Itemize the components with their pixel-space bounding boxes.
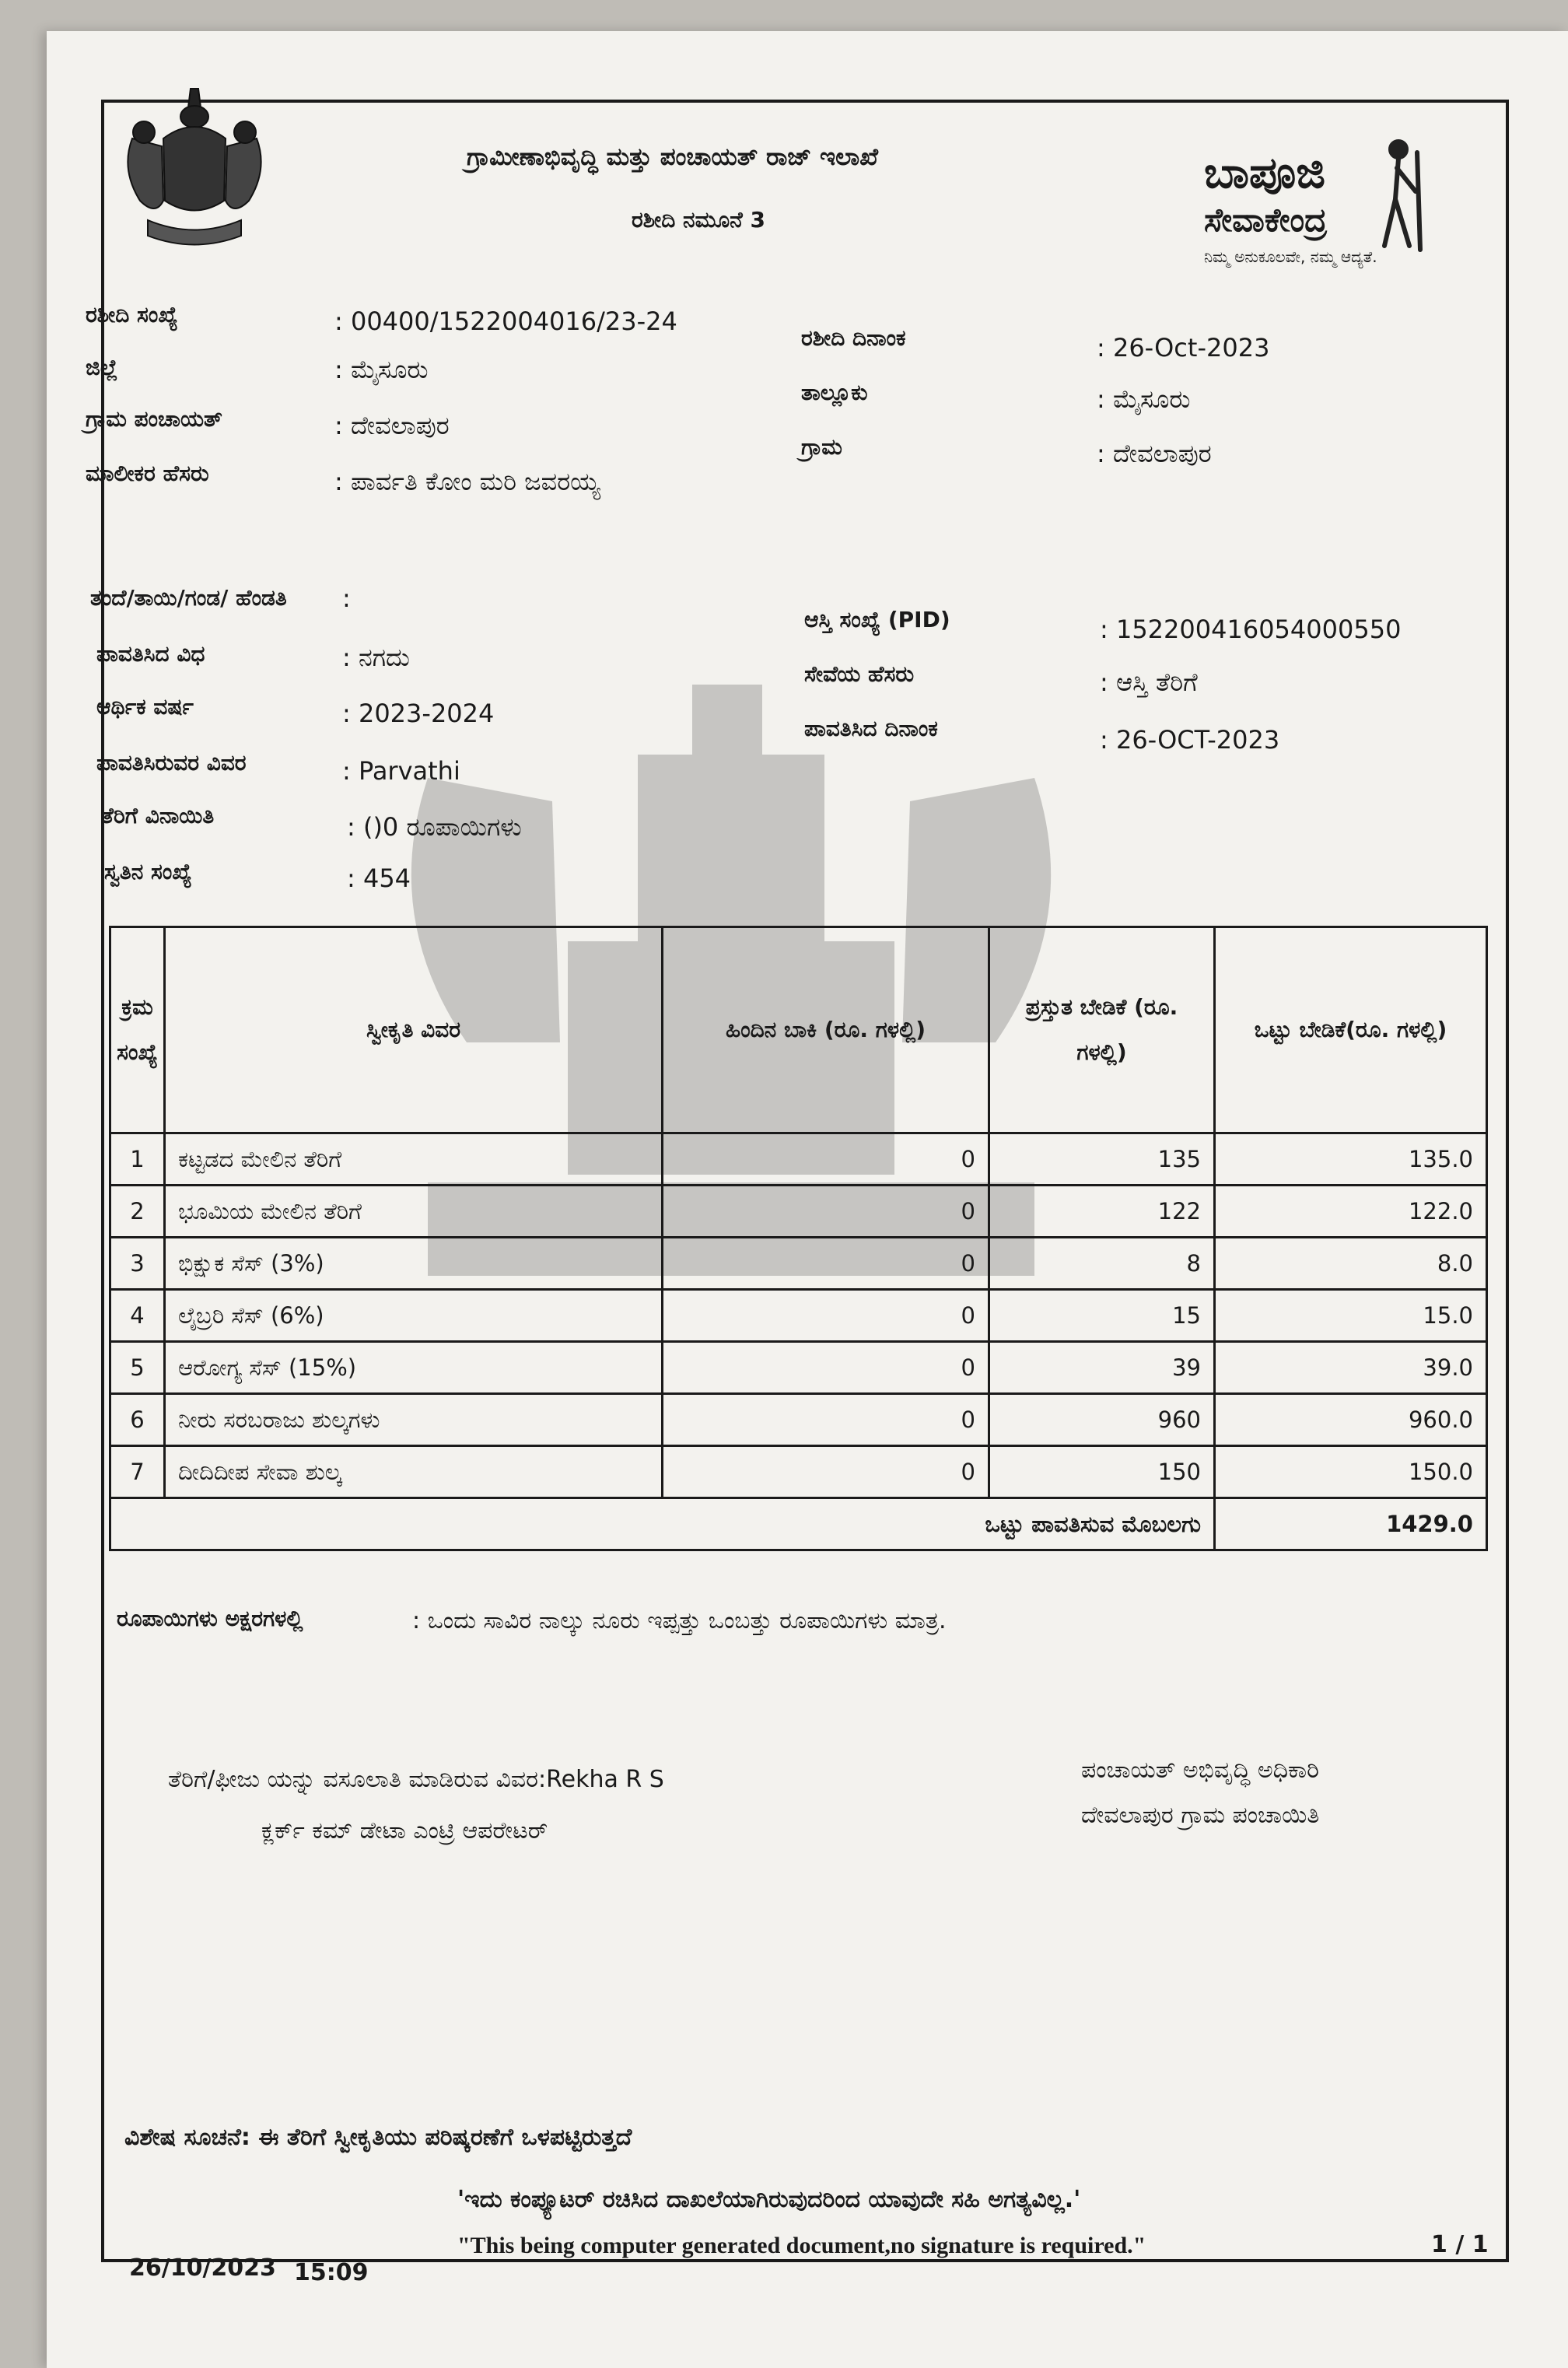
payer-details-value: : Parvathi (342, 756, 460, 786)
table-row (110, 1290, 1487, 1342)
row-prev: 0 (663, 1186, 989, 1238)
row-prev: 0 (663, 1446, 989, 1498)
village-label: ಗ್ರಾಮ (801, 434, 842, 460)
row-sno: 1 (110, 1133, 165, 1186)
row-prev: 0 (663, 1394, 989, 1446)
paid-date-label: ಪಾವತಿಸಿದ ದಿನಾಂಕ (804, 716, 938, 741)
financial-year-label: ಆರ್ಥಿಕ ವರ್ಷ (96, 694, 194, 720)
collector-details: ತೆರಿಗೆ/ಫೀಜು ಯನ್ನು ವಸೂಲಾತಿ ಮಾಡಿರುವ ವಿವರ:Rekha R S (168, 1766, 664, 1793)
row-curr: 122 (989, 1186, 1215, 1238)
financial-year-value: : 2023-2024 (342, 699, 495, 728)
logo-title: ಬಾಪೂಜಿ (1204, 148, 1325, 198)
row-desc: ಕಟ್ಟಡದ ಮೇಲಿನ ತೆರಿಗೆ (165, 1133, 663, 1186)
col-desc-header: ಸ್ವೀಕೃತಿ ವಿವರ (165, 927, 663, 1133)
owner-name-value: : ಪಾರ್ವತಿ ಕೋಂ ಮರಿ ಜವರಯ್ಯ (334, 467, 600, 496)
table-row (110, 1342, 1487, 1394)
computer-note-english: "This being computer generated document,no signature is required." (457, 2233, 1146, 2258)
district-label: ಜಿಲ್ಲೆ (86, 355, 118, 380)
payment-mode-label: ಪಾವತಿಸಿದ ವಿಧ (96, 641, 205, 667)
row-total: 122.0 (1215, 1186, 1487, 1238)
form-title: ರಶೀದಿ ನಮೂನೆ 3 (632, 207, 766, 233)
print-time: 15:09 (294, 2259, 369, 2286)
row-curr: 960 (989, 1394, 1215, 1446)
row-curr: 15 (989, 1290, 1215, 1342)
table-total-row (110, 1498, 1487, 1550)
row-total: 135.0 (1215, 1133, 1487, 1186)
village-value: : ದೇವಲಾಪುರ (1097, 439, 1212, 468)
row-total: 8.0 (1215, 1238, 1487, 1290)
page-number: 1 / 1 (1431, 2231, 1489, 2258)
amount-words-value: : ಒಂದು ಸಾವಿರ ನಾಲ್ಕು ನೂರು ಇಪ್ಪತ್ತು ಒಂಬತ್ತು ರೂಪಾಯಿಗಳು ಮಾತ್ರ. (412, 1607, 947, 1634)
receipt-date-value: : 26-Oct-2023 (1097, 333, 1270, 363)
computer-note-kannada: 'ಇದು ಕಂಪ್ಯೂಟರ್ ರಚಿಸಿದ ದಾಖಲೆಯಾಗಿರುವುದರಿಂದ ಯಾವುದೇ ಸಹಿ ಅಗತ್ಯವಿಲ್ಲ.' (457, 2186, 1081, 2213)
row-desc: ದೀದಿದೀಪ ಸೇವಾ ಶುಲ್ಕ (165, 1446, 663, 1498)
paid-date-value: : 26-OCT-2023 (1100, 725, 1280, 755)
row-total: 150.0 (1215, 1446, 1487, 1498)
special-note: ವಿಶೇಷ ಸೂಚನೆ: ಈ ತೆರಿಗೆ ಸ್ವೀಕೃತಿಯು ಪರಿಷ್ಕರಣೆಗೆ ಒಳಪಟ್ಟಿರುತ್ತದೆ (124, 2124, 632, 2151)
row-total: 39.0 (1215, 1342, 1487, 1394)
receipt-no-value: : 00400/1522004016/23-24 (334, 307, 677, 336)
row-sno: 6 (110, 1394, 165, 1446)
table-row (110, 1238, 1487, 1290)
property-no-value: : 454 (347, 863, 411, 893)
walking-figure-icon (1369, 137, 1431, 254)
row-desc: ಲೈಬ್ರರಿ ಸೆಸ್ (6%) (165, 1290, 663, 1342)
table-row (110, 1394, 1487, 1446)
row-total: 960.0 (1215, 1394, 1487, 1446)
row-sno: 4 (110, 1290, 165, 1342)
tax-exemption-value: : ()0 ರೂಪಾಯಿಗಳು (347, 812, 522, 842)
row-curr: 8 (989, 1238, 1215, 1290)
relation-label: ತಂದೆ/ತಾಯಿ/ಗಂಡ/ ಹೆಂಡತಿ (90, 585, 287, 611)
pid-label: ಆಸ್ತಿ ಸಂಖ್ಯೆ (PID) (804, 607, 950, 632)
tax-exemption-label: ತೆರಿಗೆ ವಿನಾಯಿತಿ (101, 803, 215, 828)
officer-panchayat: ದೇವಲಾಪುರ ಗ್ರಾಮ ಪಂಚಾಯಿತಿ (1081, 1802, 1320, 1829)
officer-designation: ಪಂಚಾಯತ್ ಅಭಿವೃದ್ಧಿ ಅಧಿಕಾರಿ (1081, 1757, 1319, 1784)
row-curr: 39 (989, 1342, 1215, 1394)
row-prev: 0 (663, 1290, 989, 1342)
total-value: 1429.0 (1215, 1498, 1487, 1550)
print-date: 26/10/2023 (129, 2254, 276, 2282)
col-curr-header: ಪ್ರಸ್ತುತ ಬೇಡಿಕೆ (ರೂ. ಗಳಲ್ಲಿ) (989, 927, 1215, 1133)
logo-tagline: ನಿಮ್ಮ ಅನುಕೂಲವೇ, ನಮ್ಮ ಆದ್ಯತೆ. (1204, 247, 1377, 266)
payer-details-label: ಪಾವತಿಸಿರುವರ ವಿವರ (96, 750, 247, 776)
amount-words-label: ರೂಪಾಯಿಗಳು ಅಕ್ಷರಗಳಲ್ಲಿ (117, 1606, 303, 1631)
logo-subtitle: ಸೇವಾಕೇಂದ್ರ (1204, 201, 1328, 239)
row-curr: 135 (989, 1133, 1215, 1186)
row-desc: ನೀರು ಸರಬರಾಜು ಶುಲ್ಕಗಳು (165, 1394, 663, 1446)
row-sno: 3 (110, 1238, 165, 1290)
state-emblem (117, 84, 272, 263)
col-prev-header: ಹಿಂದಿನ ಬಾಕಿ (ರೂ. ಗಳಲ್ಲಿ) (663, 927, 989, 1133)
row-sno: 2 (110, 1186, 165, 1238)
row-sno: 7 (110, 1446, 165, 1498)
collector-designation: ಕ್ಲರ್ಕ್ ಕಮ್ ಡೇಟಾ ಎಂಟ್ರಿ ಆಪರೇಟರ್ (261, 1817, 548, 1844)
col-sno-header: ಕ್ರಮ ಸಂಖ್ಯೆ (110, 927, 165, 1133)
payment-mode-value: : ನಗದು (342, 643, 410, 672)
owner-name-label: ಮಾಲೀಕರ ಹೆಸರು (86, 461, 209, 486)
property-no-label: ಸ್ವತಿನ ಸಂಖ್ಯೆ (104, 859, 192, 884)
table-header-row (110, 927, 1487, 1133)
receipt-date-label: ರಶೀದಿ ದಿನಾಂಕ (801, 325, 906, 351)
relation-value: : (342, 583, 351, 613)
pid-value: : 152200416054000550 (1100, 615, 1402, 644)
district-value: : ಮೈಸೂರು (334, 355, 429, 384)
row-total: 15.0 (1215, 1290, 1487, 1342)
row-desc: ಭಿಕ್ಷುಕ ಸೆಸ್ (3%) (165, 1238, 663, 1290)
service-name-label: ಸೇವೆಯ ಹೆಸರು (804, 661, 915, 687)
receipt-no-label: ರಶೀದಿ ಸಂಖ್ಯೆ (86, 302, 178, 328)
col-total-header: ಒಟ್ಟು ಬೇಡಿಕೆ(ರೂ. ಗಳಲ್ಲಿ) (1215, 927, 1487, 1133)
row-desc: ಭೂಮಿಯ ಮೇಲಿನ ತೆರಿಗೆ (165, 1186, 663, 1238)
gram-panchayat-value: : ದೇವಲಾಪುರ (334, 411, 450, 440)
row-sno: 5 (110, 1342, 165, 1394)
taluk-value: : ಮೈಸೂರು (1097, 384, 1191, 414)
department-title: ಗ್ರಾಮೀಣಾಭಿವೃದ್ಧಿ ಮತ್ತು ಪಂಚಾಯತ್ ರಾಜ್ ಇಲಾಖೆ (467, 143, 878, 171)
taluk-label: ತಾಲ್ಲೂಕು (801, 380, 868, 405)
row-prev: 0 (663, 1133, 989, 1186)
table-row (110, 1446, 1487, 1498)
row-prev: 0 (663, 1342, 989, 1394)
row-desc: ಆರೋಗ್ಯ ಸೆಸ್ (15%) (165, 1342, 663, 1394)
row-prev: 0 (663, 1238, 989, 1290)
service-name-value: : ಆಸ್ತಿ ತೆರಿಗೆ (1100, 667, 1198, 697)
table-row (110, 1186, 1487, 1238)
gram-panchayat-label: ಗ್ರಾಮ ಪಂಚಾಯತ್ (86, 406, 222, 432)
table-row (110, 1133, 1487, 1186)
total-label: ಒಟ್ಟು ಪಾವತಿಸುವ ಮೊಬಲಗು (110, 1498, 1215, 1550)
row-curr: 150 (989, 1446, 1215, 1498)
tax-table (109, 926, 1488, 1551)
